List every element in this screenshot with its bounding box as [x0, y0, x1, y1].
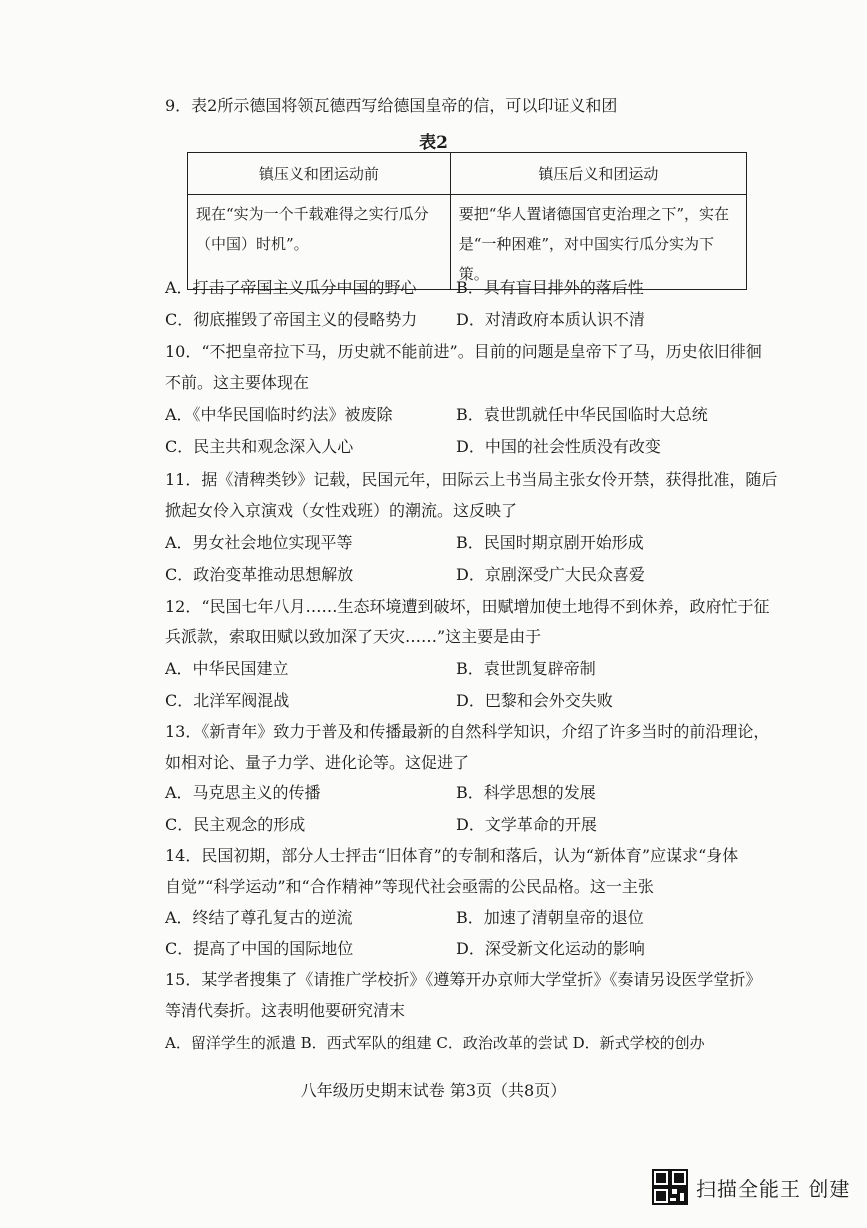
table-cell-before: 现在“实为一个千载难得之实行瓜分（中国）时机”。 [188, 195, 451, 290]
table-title: 表2 [419, 133, 448, 153]
q10-stem-line2: 不前。这主要体现在 [165, 373, 310, 392]
q11-stem-line1: 11．据《清稗类钞》记载，民国元年，田际云上书当局主张女伶开禁，获得批准，随后 [165, 470, 778, 489]
q14-option-d: D．深受新文化运动的影响 [456, 939, 645, 958]
q11-option-c: C．政治变革推动思想解放 [165, 565, 354, 584]
scanner-watermark [652, 1169, 850, 1205]
q13-option-b: B．科学思想的发展 [456, 783, 596, 802]
scanner-watermark-text: 扫描全能王 创建 [696, 1176, 851, 1201]
q10-option-c: C．民主共和观念深入人心 [165, 437, 354, 456]
q13-stem-line2: 如相对论、量子力学、进化论等。这促进了 [165, 753, 470, 772]
q12-option-b: B．袁世凯复辟帝制 [456, 659, 596, 678]
table-cell-after: 要把“华人置诸德国官吏治理之下”，实在是“一种困难”，对中国实行瓜分实为下策。 [450, 195, 746, 290]
q14-stem-line1: 14．民国初期，部分人士抨击“旧体育”的专制和落后，认为“新体育”应谋求“身体 [165, 846, 739, 865]
q10-option-d: D．中国的社会性质没有改变 [456, 437, 661, 456]
q10-option-b: B．袁世凯就任中华民国临时大总统 [456, 405, 708, 424]
q14-option-c: C．提高了中国的国际地位 [165, 939, 354, 958]
q11-option-d: D．京剧深受广大民众喜爱 [456, 565, 645, 584]
q14-option-a: A．终结了尊孔复古的逆流 [165, 908, 353, 927]
table-header-before: 镇压义和团运动前 [188, 153, 451, 195]
q9-stem: 9．表2所示德国将领瓦德西写给德国皇帝的信，可以印证义和团 [165, 96, 618, 115]
q15-options: A．留洋学生的派遣 B．西式军队的组建 C．政治改革的尝试 D．新式学校的创办 [165, 1034, 705, 1052]
q14-stem-line2: 自觉”“科学运动”和“合作精神”等现代社会亟需的公民品格。这一主张 [165, 877, 654, 896]
qr-code-icon [652, 1169, 688, 1205]
q11-option-b: B．民国时期京剧开始形成 [456, 533, 644, 552]
q13-stem-line1: 13．《新青年》致力于普及和传播最新的自然科学知识，介绍了许多当时的前沿理论， [165, 722, 770, 741]
q13-option-d: D．文学革命的开展 [456, 815, 597, 834]
q10-option-a: A．《中华民国临时约法》被废除 [165, 405, 393, 424]
table-header-after: 镇压后义和团运动 [450, 153, 746, 195]
comparison-table [187, 152, 747, 290]
q12-option-d: D．巴黎和会外交失败 [456, 691, 613, 710]
q11-stem-line2: 掀起女伶入京演戏（女性戏班）的潮流。这反映了 [165, 501, 518, 520]
q12-option-c: C．北洋军阀混战 [165, 691, 290, 710]
q9-option-b: B．具有盲目排外的落后性 [456, 278, 644, 297]
q9-option-c: C．彻底摧毁了帝国主义的侵略势力 [165, 310, 418, 329]
q10-stem-line1: 10．“不把皇帝拉下马，历史就不能前进”。目前的问题是皇帝下了马，历史依旧徘徊 [165, 342, 762, 361]
q15-stem-line2: 等清代奏折。这表明他要研究清末 [165, 1001, 406, 1020]
q15-stem-line1: 15．某学者搜集了《请推广学校折》《遵筹开办京师大学堂折》《奏请另设医学堂折》 [165, 970, 762, 989]
q14-option-b: B．加速了清朝皇帝的退位 [456, 908, 644, 927]
q13-option-a: A．马克思主义的传播 [165, 783, 321, 802]
q13-option-c: C．民主观念的形成 [165, 815, 306, 834]
q11-option-a: A．男女社会地位实现平等 [165, 533, 353, 552]
q12-stem-line1: 12．“民国七年八月……生态环境遭到破坏，田赋增加使土地得不到休养，政府忙于征 [165, 597, 770, 616]
q12-option-a: A．中华民国建立 [165, 659, 289, 678]
q9-option-a: A．打击了帝国主义瓜分中国的野心 [165, 278, 417, 297]
q12-stem-line2: 兵派款，索取田赋以致加深了天灾……”这主要是由于 [165, 627, 542, 646]
page-footer: 八年级历史期末试卷 第3页（共8页） [300, 1081, 567, 1100]
q9-option-d: D．对清政府本质认识不清 [456, 310, 645, 329]
